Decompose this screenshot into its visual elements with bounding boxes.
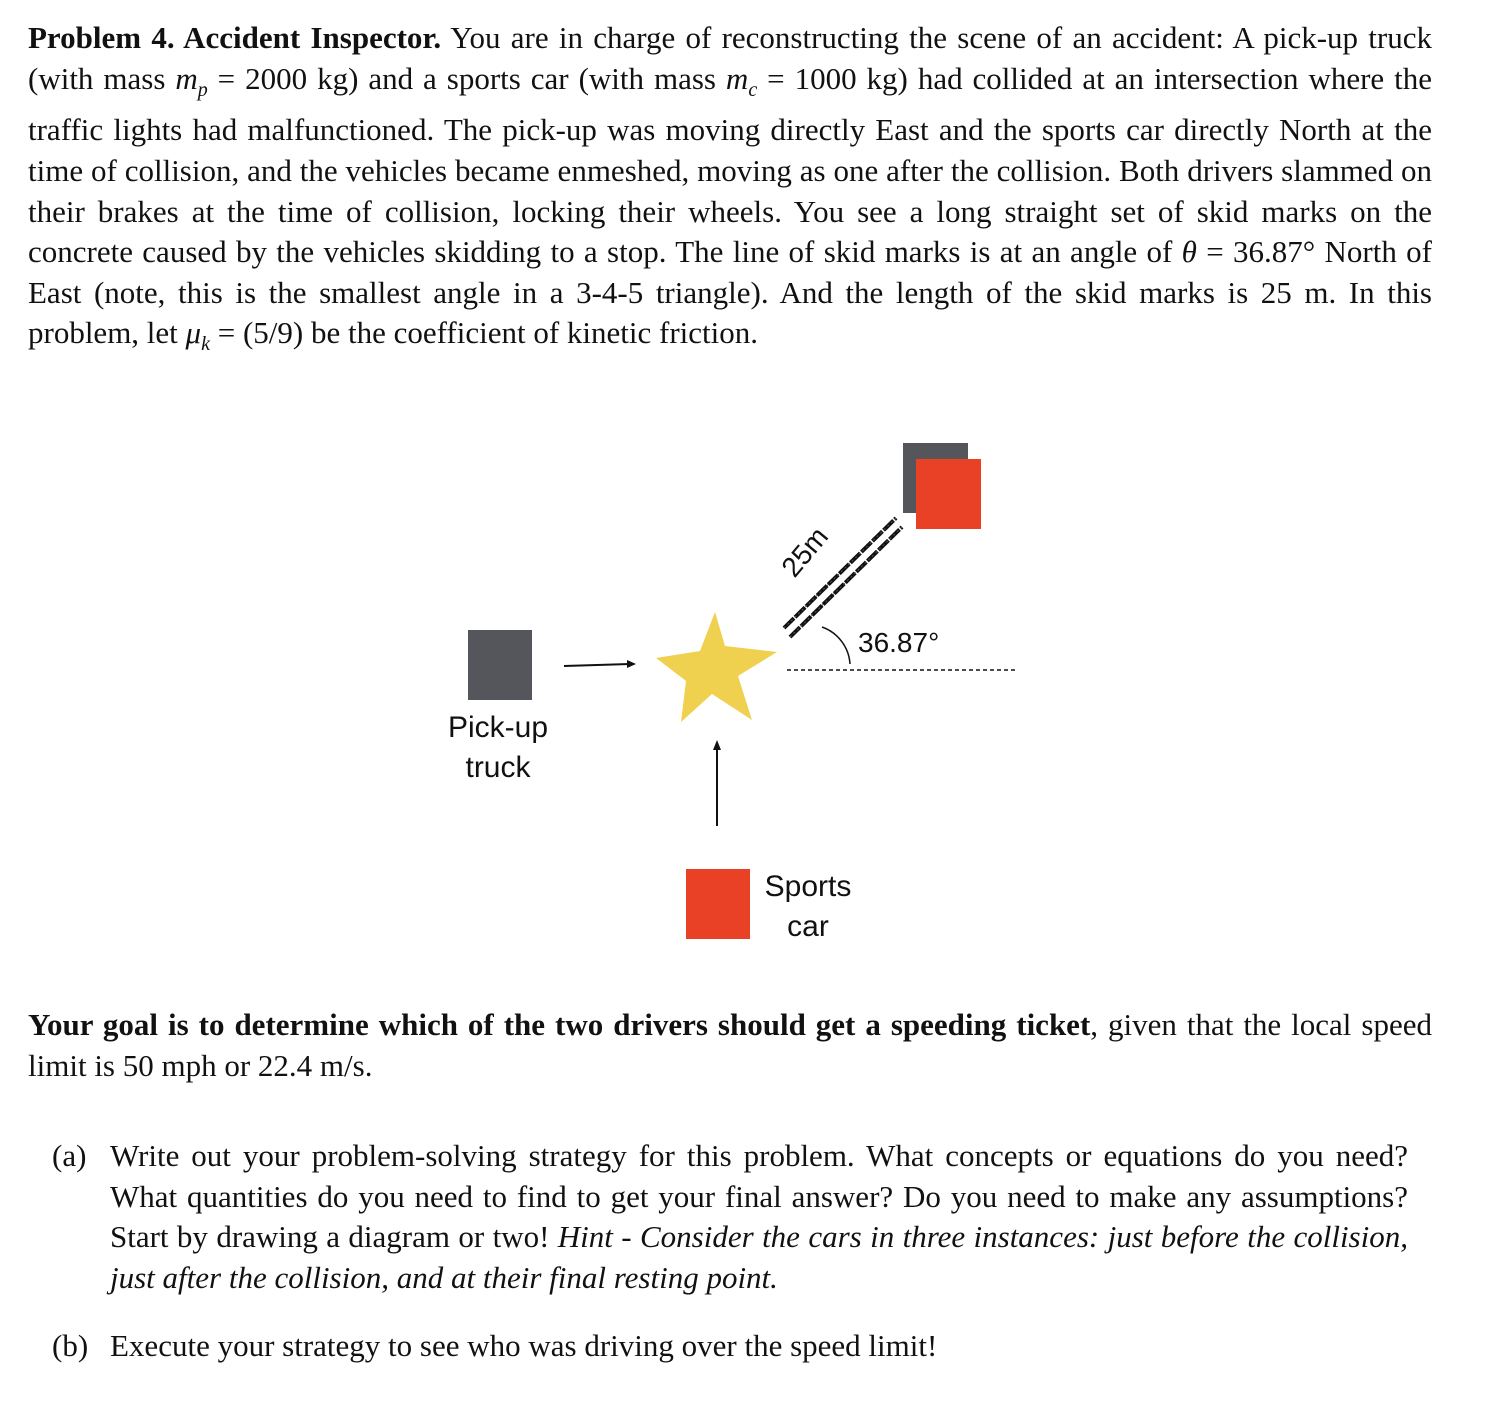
mass-car-subscript: c bbox=[748, 78, 758, 101]
part-b-body: Execute your strategy to see who was driving over the speed limit! bbox=[110, 1328, 938, 1363]
goal-bold: Your goal is to determine which of the two drivers should get a speeding ticket bbox=[28, 1007, 1091, 1042]
goal-rest: , given that the local speed limit is 50 mph or 22.4 m/s. bbox=[28, 1007, 1432, 1083]
angle-arc bbox=[822, 627, 850, 664]
mass-car-value: = 1000 kg) had collided at an intersection where the traffic lights had malfunctioned. The pick-up was moving directly East and the sports car directly North at the time of collision, and the vehicles became enmeshed, moving as one after the collision. Both drivers slammed on their brakes at the time of collision, locking their wheels. You see a long straight set of skid marks on the concrete caused by the vehicles skidding to a stop. The line of skid marks is at an angle of bbox=[28, 60, 1432, 270]
part-a-hint: Hint - Consider the cars in three instances: just before the collision, just after the collision, and at their final resting point. bbox=[110, 1219, 1408, 1295]
goal-statement bbox=[28, 1005, 1432, 1086]
collision-star bbox=[656, 612, 777, 722]
part-a bbox=[52, 1136, 1432, 1306]
mu-symbol: μ bbox=[185, 315, 202, 351]
part-a-label: (a) bbox=[52, 1138, 87, 1173]
part-a-body bbox=[110, 1136, 1408, 1298]
part-a-text: Write out your problem-solving strategy for this problem. What concepts or equations do you need? What quantities do you need to find to get your final answer? Do you need to make any assumptions? Start by drawing a diagram or two! bbox=[110, 1138, 1408, 1255]
mass-pickup-subscript: p bbox=[197, 78, 208, 101]
problem-title: Problem 4. Accident Inspector. bbox=[28, 20, 442, 55]
part-b-label: (b) bbox=[52, 1328, 89, 1363]
north-arrow-head bbox=[713, 740, 721, 750]
sports-car-label-line1: Sports bbox=[764, 870, 852, 903]
east-arrow-line bbox=[564, 664, 630, 666]
sports-car-label-line2: car bbox=[787, 910, 829, 943]
mu-value: = (5/9) be the coefficient of kinetic friction. bbox=[210, 315, 759, 351]
sports-car-square bbox=[686, 869, 750, 939]
theta-value: = 36.87° North of East (note, this is the smallest angle in a 3-4-5 triangle). And the length of the skid marks is 25 m. In this problem, let bbox=[28, 234, 1432, 351]
mass-car-symbol: m bbox=[725, 60, 749, 96]
theta-symbol: θ bbox=[1181, 234, 1197, 270]
problem-statement bbox=[28, 18, 1432, 365]
pickup-label-line1: Pick-up bbox=[447, 711, 549, 744]
east-arrow-head bbox=[627, 660, 636, 668]
pickup-truck-square bbox=[468, 630, 532, 700]
mu-subscript: k bbox=[201, 333, 210, 356]
angle-label: 36.87° bbox=[858, 627, 940, 658]
mass-pickup-value: = 2000 kg) and a sports car (with mass bbox=[207, 60, 726, 96]
mass-pickup-symbol: m bbox=[175, 60, 198, 96]
problem-intro: You are in charge of reconstructing the scene of an accident: A pick-up truck (with mass bbox=[28, 20, 1433, 96]
skid-length-label: 25m bbox=[775, 521, 835, 583]
part-b bbox=[52, 1326, 1432, 1370]
pickup-label-line2: truck bbox=[465, 751, 531, 784]
accident-diagram bbox=[0, 400, 1492, 980]
resting-sports-car-square bbox=[916, 459, 981, 529]
